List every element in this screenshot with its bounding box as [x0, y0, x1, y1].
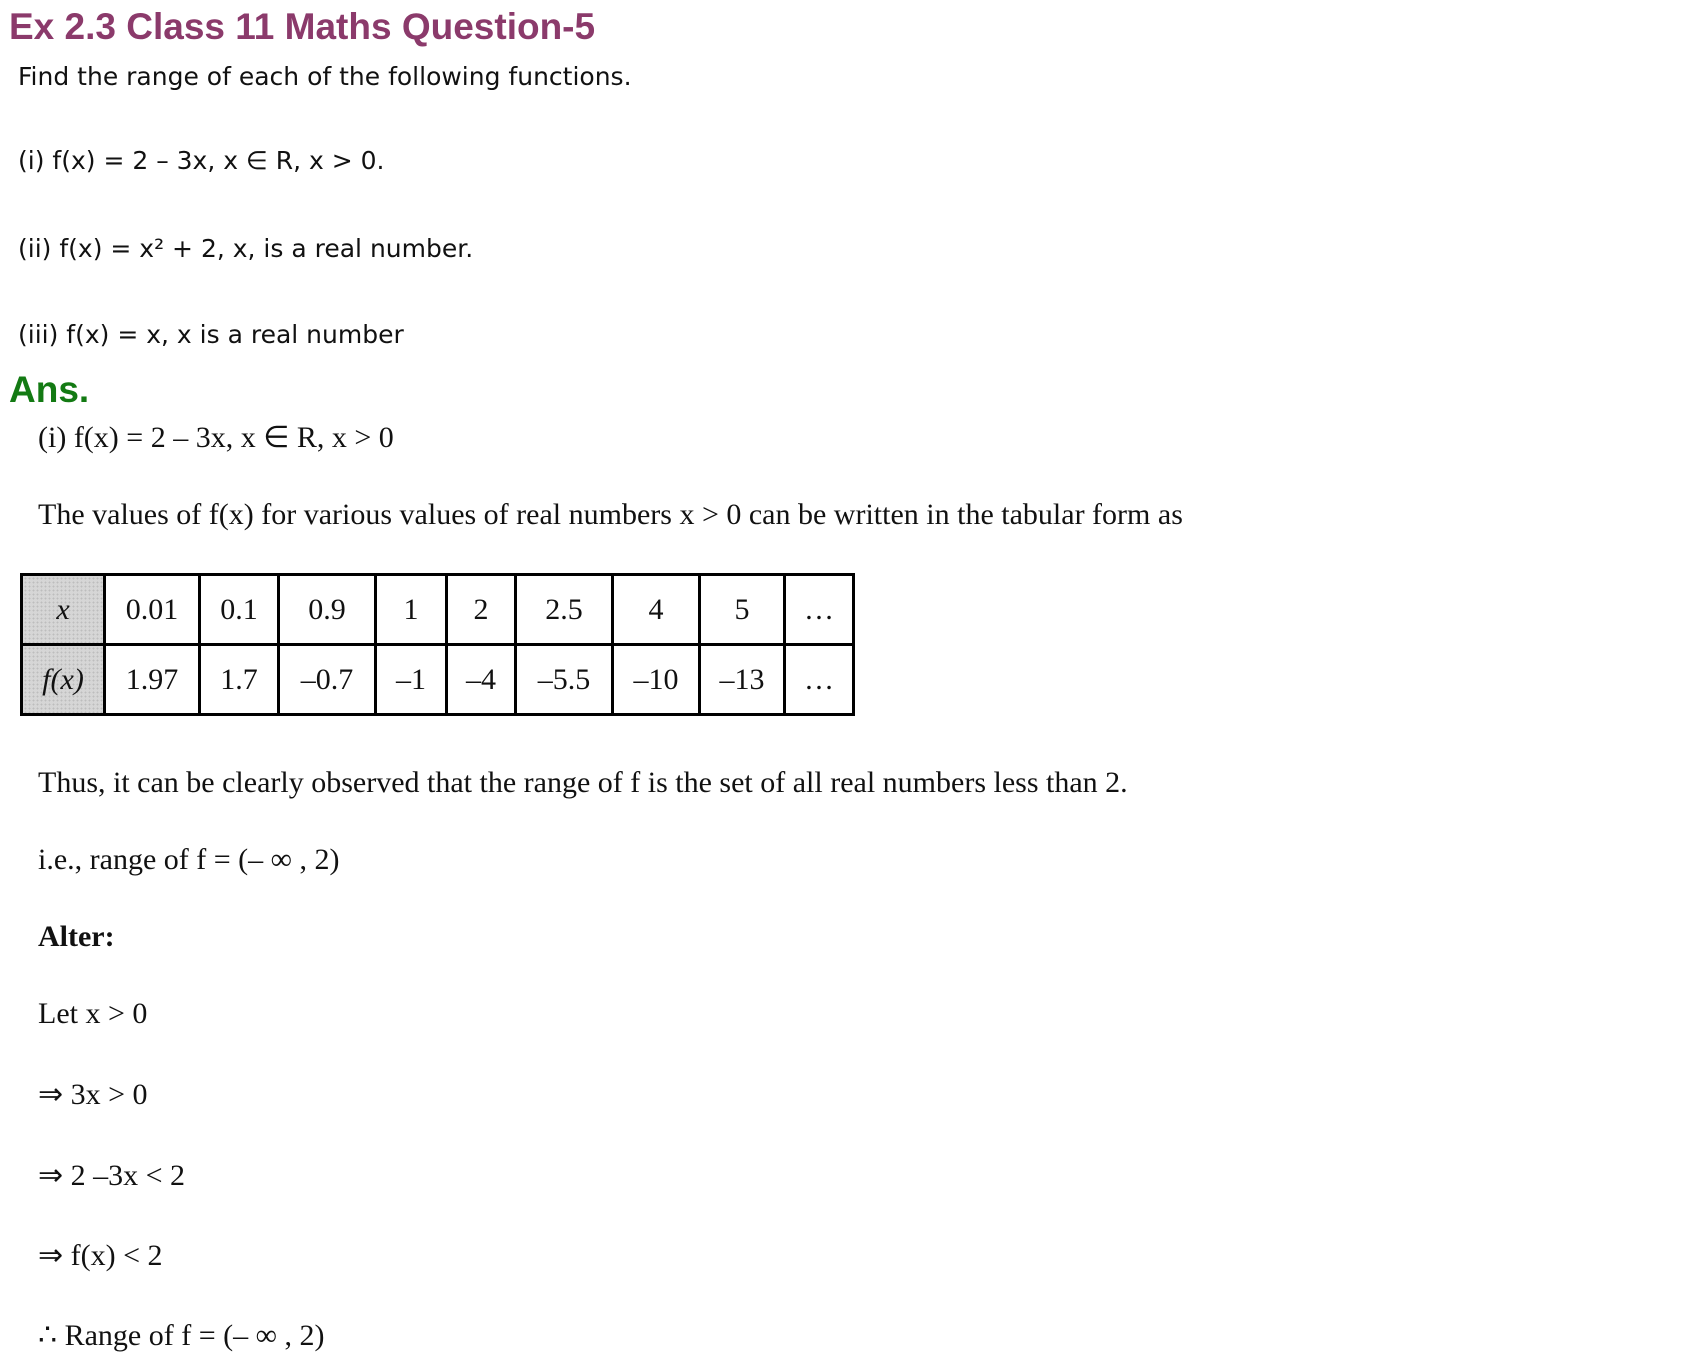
table-cell: –4	[447, 645, 516, 715]
table-cell: …	[785, 645, 854, 715]
alter-label: Alter:	[38, 920, 115, 953]
alter-step: ⇒ 2 –3x < 2	[38, 1159, 186, 1192]
range-line: i.e., range of f = (– ∞ , 2)	[38, 843, 340, 876]
question-intro: Find the range of each of the following functions.	[18, 62, 632, 91]
row-label-fx: f(x)	[22, 645, 105, 715]
row-label-x: x	[22, 575, 105, 645]
table-cell: …	[785, 575, 854, 645]
table-cell: 0.1	[200, 575, 279, 645]
table-cell: 1.97	[105, 645, 200, 715]
table-cell: –13	[700, 645, 785, 715]
table-cell: 0.01	[105, 575, 200, 645]
final-range: ∴ Range of f = (– ∞ , 2)	[38, 1319, 325, 1352]
table-row-x	[22, 575, 854, 645]
question-part-i: (i) f(x) = 2 – 3x, x ∈ R, x > 0.	[18, 146, 385, 175]
table-cell: 1	[376, 575, 447, 645]
table-cell: –10	[613, 645, 700, 715]
page-title: Ex 2.3 Class 11 Maths Question-5	[9, 6, 596, 47]
table-cell: 0.9	[279, 575, 376, 645]
table-cell: –5.5	[516, 645, 613, 715]
table-cell: 1.7	[200, 645, 279, 715]
table-row-fx	[22, 645, 854, 715]
question-part-iii: (iii) f(x) = x, x is a real number	[18, 320, 404, 349]
table-cell: 2.5	[516, 575, 613, 645]
table-intro: The values of f(x) for various values of real numbers x > 0 can be written in the tabular form as	[38, 498, 1183, 531]
table-cell: 5	[700, 575, 785, 645]
table-cell: –1	[376, 645, 447, 715]
alter-step: ⇒ f(x) < 2	[38, 1239, 163, 1272]
table-cell: 2	[447, 575, 516, 645]
table-cell: –0.7	[279, 645, 376, 715]
conclusion-text: Thus, it can be clearly observed that the range of f is the set of all real numbers less than 2.	[38, 766, 1128, 799]
answer-part-heading: (i) f(x) = 2 – 3x, x ∈ R, x > 0	[38, 421, 394, 454]
values-table	[20, 573, 855, 716]
answer-label: Ans.	[9, 369, 90, 410]
question-part-ii: (ii) f(x) = x² + 2, x, is a real number.	[18, 234, 474, 263]
alter-step: ⇒ 3x > 0	[38, 1078, 148, 1111]
alter-step: Let x > 0	[38, 997, 148, 1030]
table-cell: 4	[613, 575, 700, 645]
